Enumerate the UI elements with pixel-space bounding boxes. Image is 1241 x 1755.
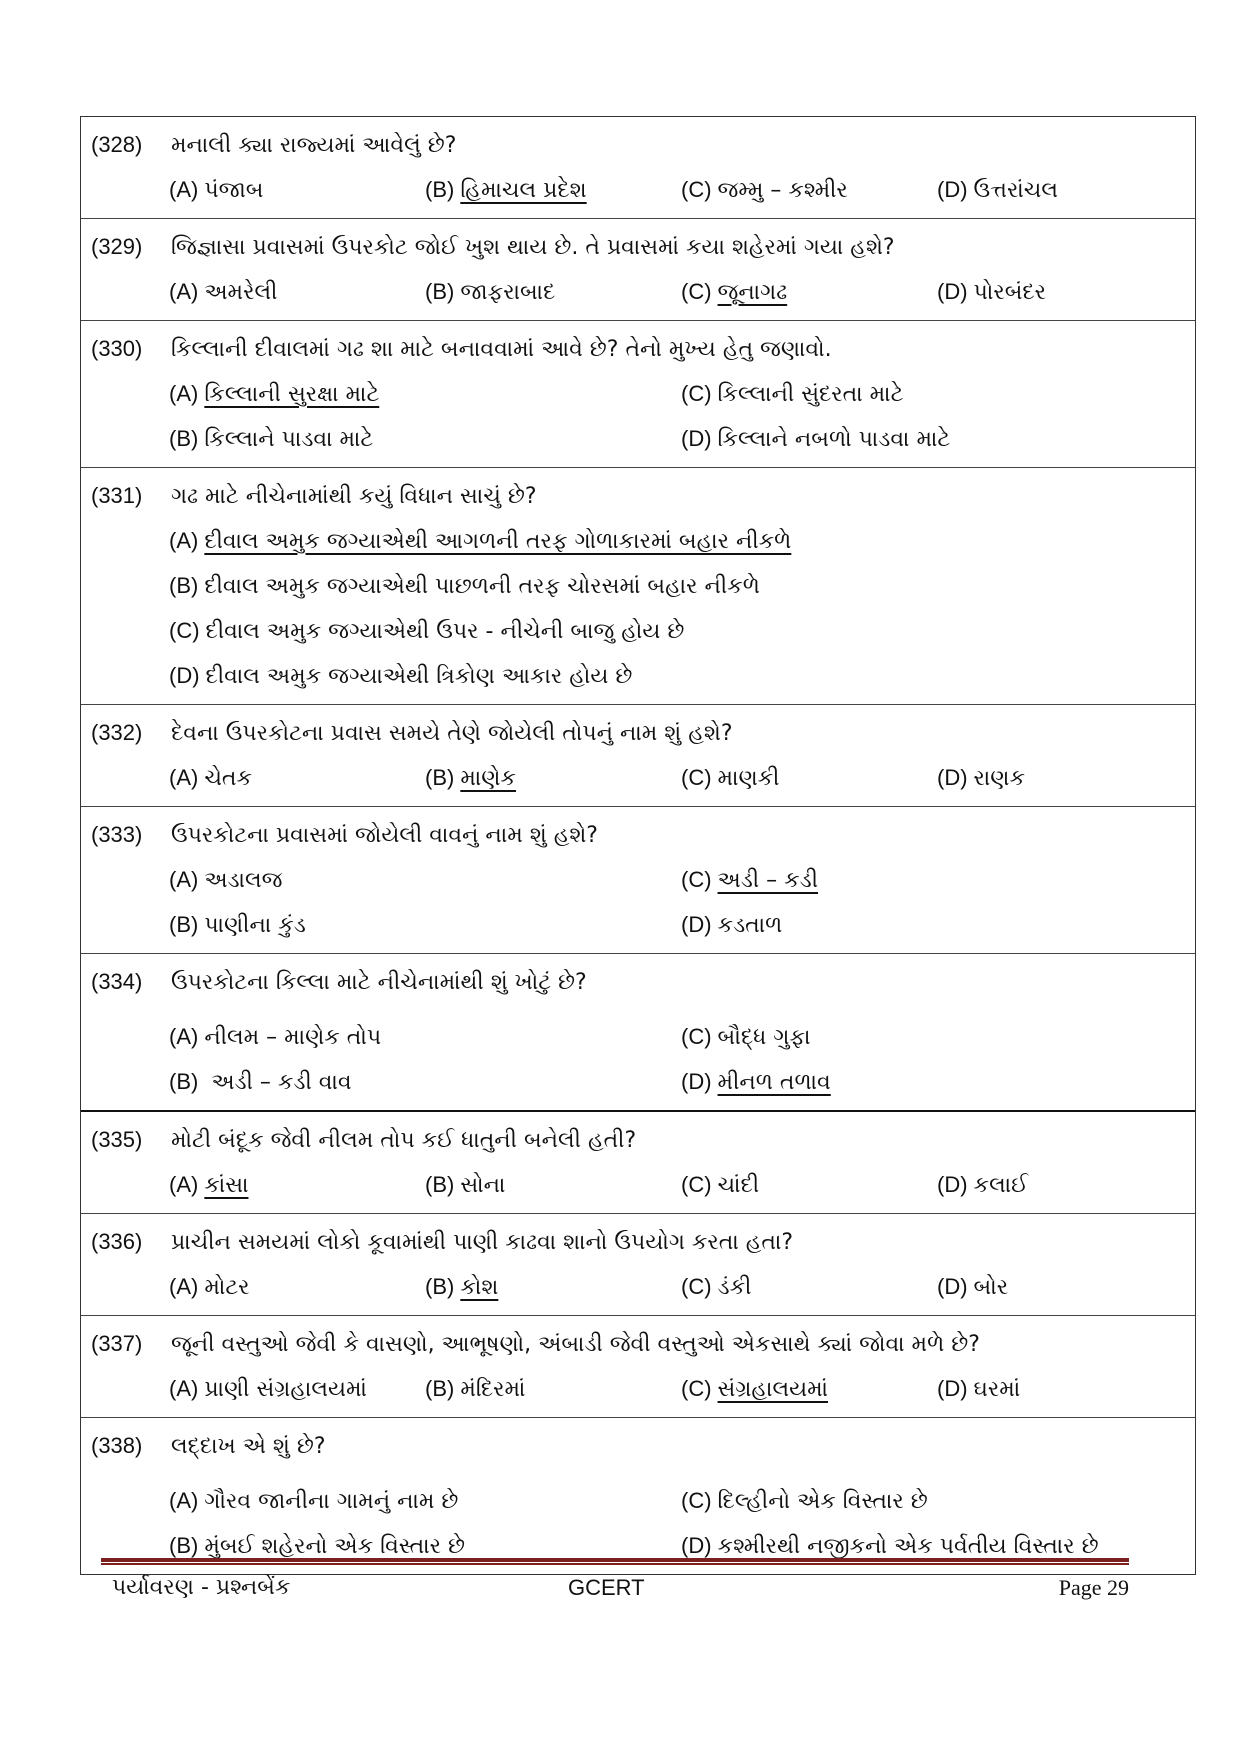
option [169,528,791,554]
option-key: (D) [937,1375,968,1401]
question-line [81,225,1195,269]
question-number: (328) [91,132,143,157]
option-key: (C) [681,1487,712,1513]
option-text: પોરબંદર [973,279,1047,305]
footer-divider [101,1558,1129,1565]
question-block [81,1315,1195,1417]
question-block [81,1213,1195,1315]
question-text: ઉપરકોટના પ્રવાસમાં જોયેલી વાવનું નામ શું હશે? [171,822,598,848]
options-row [81,1059,1195,1104]
question-line [81,1424,1195,1468]
option-text: મંદિરમાં [460,1376,526,1402]
option [169,1172,425,1198]
options-row [81,608,1195,653]
question-number: (332) [91,720,143,745]
options-row [81,269,1195,314]
option-key: (D) [681,425,712,451]
option [169,867,681,893]
option-key: (B) [169,1532,199,1558]
option-key: (A) [169,866,199,892]
option [681,279,937,305]
option-key: (D) [169,662,200,688]
footer-page-number: Page 29 [1058,1575,1129,1600]
option [937,1274,1193,1300]
option-text: નીલમ – માણેક તોપ [204,1024,382,1050]
question-number: (337) [91,1331,143,1356]
option-text: ડંકી [717,1274,752,1300]
option-key: (B) [169,572,199,598]
option-key: (C) [681,176,712,202]
option [425,1172,681,1198]
question-block [81,467,1195,704]
question-line [81,1220,1195,1264]
option [169,426,681,452]
question-block [81,1110,1195,1213]
question-line [81,1118,1195,1162]
option-text: કિલ્લાને નબળો પાડવા માટે [717,426,951,452]
question-number: (336) [91,1229,143,1254]
option [169,1274,425,1300]
option [681,1533,1193,1559]
option-text: કિલ્લાની સુંદરતા માટે [717,381,904,407]
options-row [81,1478,1195,1523]
option [681,1172,937,1198]
option-text: દીવાલ અમુક જગ્યાએથી ઉપર - નીચેની બાજુ હોય છે [205,618,685,644]
question-block [81,704,1195,806]
option [169,912,681,938]
options-row [81,167,1195,212]
option [169,618,684,644]
question-text: જૂની વસ્તુઓ જેવી કે વાસણો, આભૂષણો, અંબાડી જેવી વસ્તુઓ એકસાથે ક્યાં જોવા મળે છે? [171,1331,980,1357]
options-row [81,1366,1195,1411]
option-key: (D) [937,764,968,790]
option-text: ઉત્તરાંચલ [973,177,1058,203]
option-key: (C) [681,1273,712,1299]
footer-subject: પર્યાવરણ - પ્રશ્નબેંક [112,1575,291,1600]
option-key: (C) [681,278,712,304]
option-key: (B) [425,1375,455,1401]
question-text: કિલ્લાની દીવાલમાં ગઢ શા માટે બનાવવામાં આવે છે? તેનો મુખ્ય હેતુ જણાવો. [171,336,832,362]
option-key: (C) [681,866,712,892]
question-text: જિજ્ઞાસા પ્રવાસમાં ઉપરકોટ જોઈ ખુશ થાય છે. તે પ્રવાસમાં કયા શહેરમાં ગયા હશે? [171,234,895,260]
options-row [81,1014,1195,1059]
option [169,1488,681,1514]
question-line [81,1322,1195,1366]
option-key: (B) [425,1171,455,1197]
options-row [81,416,1195,461]
correct-answer-text: મીનળ તળાવ [717,1069,831,1095]
option-key: (B) [425,764,455,790]
correct-answer-text: કશ્મીરથી નજીકનો એક પર્વતીય વિસ્તાર છે [717,1533,1099,1559]
option [937,1376,1193,1402]
option-text: પંજાબ [204,177,264,203]
option [169,279,425,305]
option-text: દિલ્હીનો એક વિસ્તાર છે [717,1488,928,1514]
options-row [81,371,1195,416]
option [425,1376,681,1402]
options-row [81,653,1195,698]
option-key: (C) [681,1023,712,1049]
option-text: ચાંદી [717,1172,760,1198]
option-text: મુંબઈ શહેરનો એક વિસ્તાર છે [204,1533,466,1559]
option-key: (D) [681,911,712,937]
option-text: કડતાળ [717,912,783,938]
option [681,1274,937,1300]
option-key: (A) [169,764,199,790]
option [169,663,632,689]
option-key: (A) [169,527,199,553]
option [169,177,425,203]
option-key: (D) [937,278,968,304]
option-key: (C) [681,764,712,790]
options-row [81,563,1195,608]
options-row [81,1264,1195,1309]
question-line [81,327,1195,371]
option-key: (C) [169,617,200,643]
option-text: મોટર [204,1274,250,1300]
options-row [81,902,1195,947]
option [169,1533,681,1559]
options-row [81,857,1195,902]
correct-answer-text: કિલ્લાની સુરક્ષા માટે [204,381,380,407]
question-block [81,1417,1195,1574]
option [681,381,1193,407]
correct-answer-text: માણેક [460,765,516,791]
question-line [81,474,1195,518]
question-line [81,123,1195,167]
option-text: ચેતક [204,765,253,791]
option-key: (A) [169,1023,199,1049]
question-text: પ્રાચીન સમયમાં લોકો કૂવામાંથી પાણી કાઢવા શાનો ઉપયોગ કરતા હતા? [171,1229,794,1255]
option [425,1274,681,1300]
option [425,279,681,305]
question-number: (338) [91,1433,143,1458]
option-text: ગૌરવ જાનીના ગામનું નામ છે [204,1488,459,1514]
option-text: માણકી [717,765,780,791]
option-key: (D) [681,1532,712,1558]
question-text: લદ્દાખ એ શું છે? [171,1433,326,1459]
option [681,1376,937,1402]
question-block [81,117,1195,218]
option [681,177,937,203]
option-key: (B) [425,1273,455,1299]
option-key: (D) [681,1068,712,1094]
option-key: (B) [425,278,455,304]
option [937,765,1193,791]
question-text: ઉપરકોટના કિલ્લા માટે નીચેનામાંથી શું ખોટું છે? [171,969,587,995]
option-key: (A) [169,176,199,202]
question-text: મનાલી ક્યા રાજ્યમાં આવેલું છે? [171,132,457,158]
option [169,1024,681,1050]
option-text: પ્રાણી સંગ્રહાલયમાં [204,1376,367,1402]
question-number: (333) [91,822,143,847]
option-text: પાણીના કુંડ [204,912,306,938]
option-key: (A) [169,1273,199,1299]
question-text: દેવના ઉપરકોટના પ્રવાસ સમયે તેણે જોયેલી તોપનું નામ શું હશે? [171,720,733,746]
option-text: જાફરાબાદ [460,279,556,305]
correct-answer-text: કાંસા [204,1172,249,1198]
question-number: (331) [91,483,143,508]
question-table [80,116,1196,1575]
option-key: (A) [169,1171,199,1197]
option-text: બોર [973,1274,1009,1300]
option-key: (D) [937,1171,968,1197]
option-key: (C) [681,1375,712,1401]
option-key: (B) [169,1068,199,1094]
footer-publisher: GCERT [568,1575,645,1600]
option-key: (D) [937,1273,968,1299]
correct-answer-text: સંગ્રહાલયમાં [717,1376,829,1402]
option-text: જમ્મુ – કશ્મીર [717,177,848,203]
option-text: બૌદ્ધ ગુફા [717,1024,811,1050]
option [681,1024,1193,1050]
question-line [81,960,1195,1004]
question-number: (329) [91,234,143,259]
option [681,867,1193,893]
question-text: મોટી બંદૂક જેવી નીલમ તોપ કઈ ધાતુની બનેલી હતી? [171,1127,637,1153]
option-key: (C) [681,380,712,406]
question-block [81,320,1195,467]
option-text: કલાઈ [973,1172,1029,1198]
option-key: (C) [681,1171,712,1197]
option [681,765,937,791]
question-text: ગઢ માટે નીચેનામાંથી કયું વિધાન સાચું છે? [171,483,537,509]
option [681,426,1193,452]
question-number: (335) [91,1127,143,1152]
question-line [81,813,1195,857]
option-text: સોના [460,1172,506,1198]
option [425,765,681,791]
option [681,1488,1193,1514]
options-row [81,518,1195,563]
question-block [81,953,1195,1110]
options-row [81,1162,1195,1207]
option-key: (A) [169,278,199,304]
option-text: દીવાલ અમુક જગ્યાએથી ત્રિકોણ આકાર હોય છે [205,663,633,689]
correct-answer-text: કોશ [460,1274,499,1300]
option-text: અડાલજ [204,867,283,893]
option-text: દીવાલ અમુક જગ્યાએથી પાછળની તરફ ચોરસમાં બહાર નીકળે [204,573,760,599]
option [937,177,1193,203]
option-key: (B) [425,176,455,202]
option-text: રાણક [973,765,1026,791]
correct-answer-text: હિમાચલ પ્રદેશ [460,177,587,203]
option [937,1172,1193,1198]
option-text: કિલ્લાને પાડવા માટે [204,426,374,452]
option-key: (A) [169,1375,199,1401]
option-key: (B) [169,911,199,937]
option-key: (B) [169,425,199,451]
question-line [81,711,1195,755]
option [169,381,681,407]
option-text: ઘરમાં [973,1376,1021,1402]
option-key: (A) [169,380,199,406]
option [169,573,760,599]
option [681,1069,1193,1095]
option [937,279,1193,305]
option [681,912,1193,938]
option-text: અમરેલી [204,279,278,305]
correct-answer-text: અડી – કડી [717,867,819,893]
option-key: (A) [169,1487,199,1513]
option [169,1376,425,1402]
question-number: (334) [91,969,143,994]
correct-answer-text: દીવાલ અમુક જગ્યાએથી આગળની તરફ ગોળાકારમાં બહાર નીકળે [204,528,792,554]
option-text: અડી – કડી વાવ [204,1069,352,1095]
option [425,177,681,203]
question-block [81,806,1195,953]
question-number: (330) [91,336,143,361]
question-block [81,218,1195,320]
option-key: (D) [937,176,968,202]
correct-answer-text: જૂનાગઢ [717,279,788,305]
option [169,1069,681,1095]
options-row [81,755,1195,800]
option [169,765,425,791]
